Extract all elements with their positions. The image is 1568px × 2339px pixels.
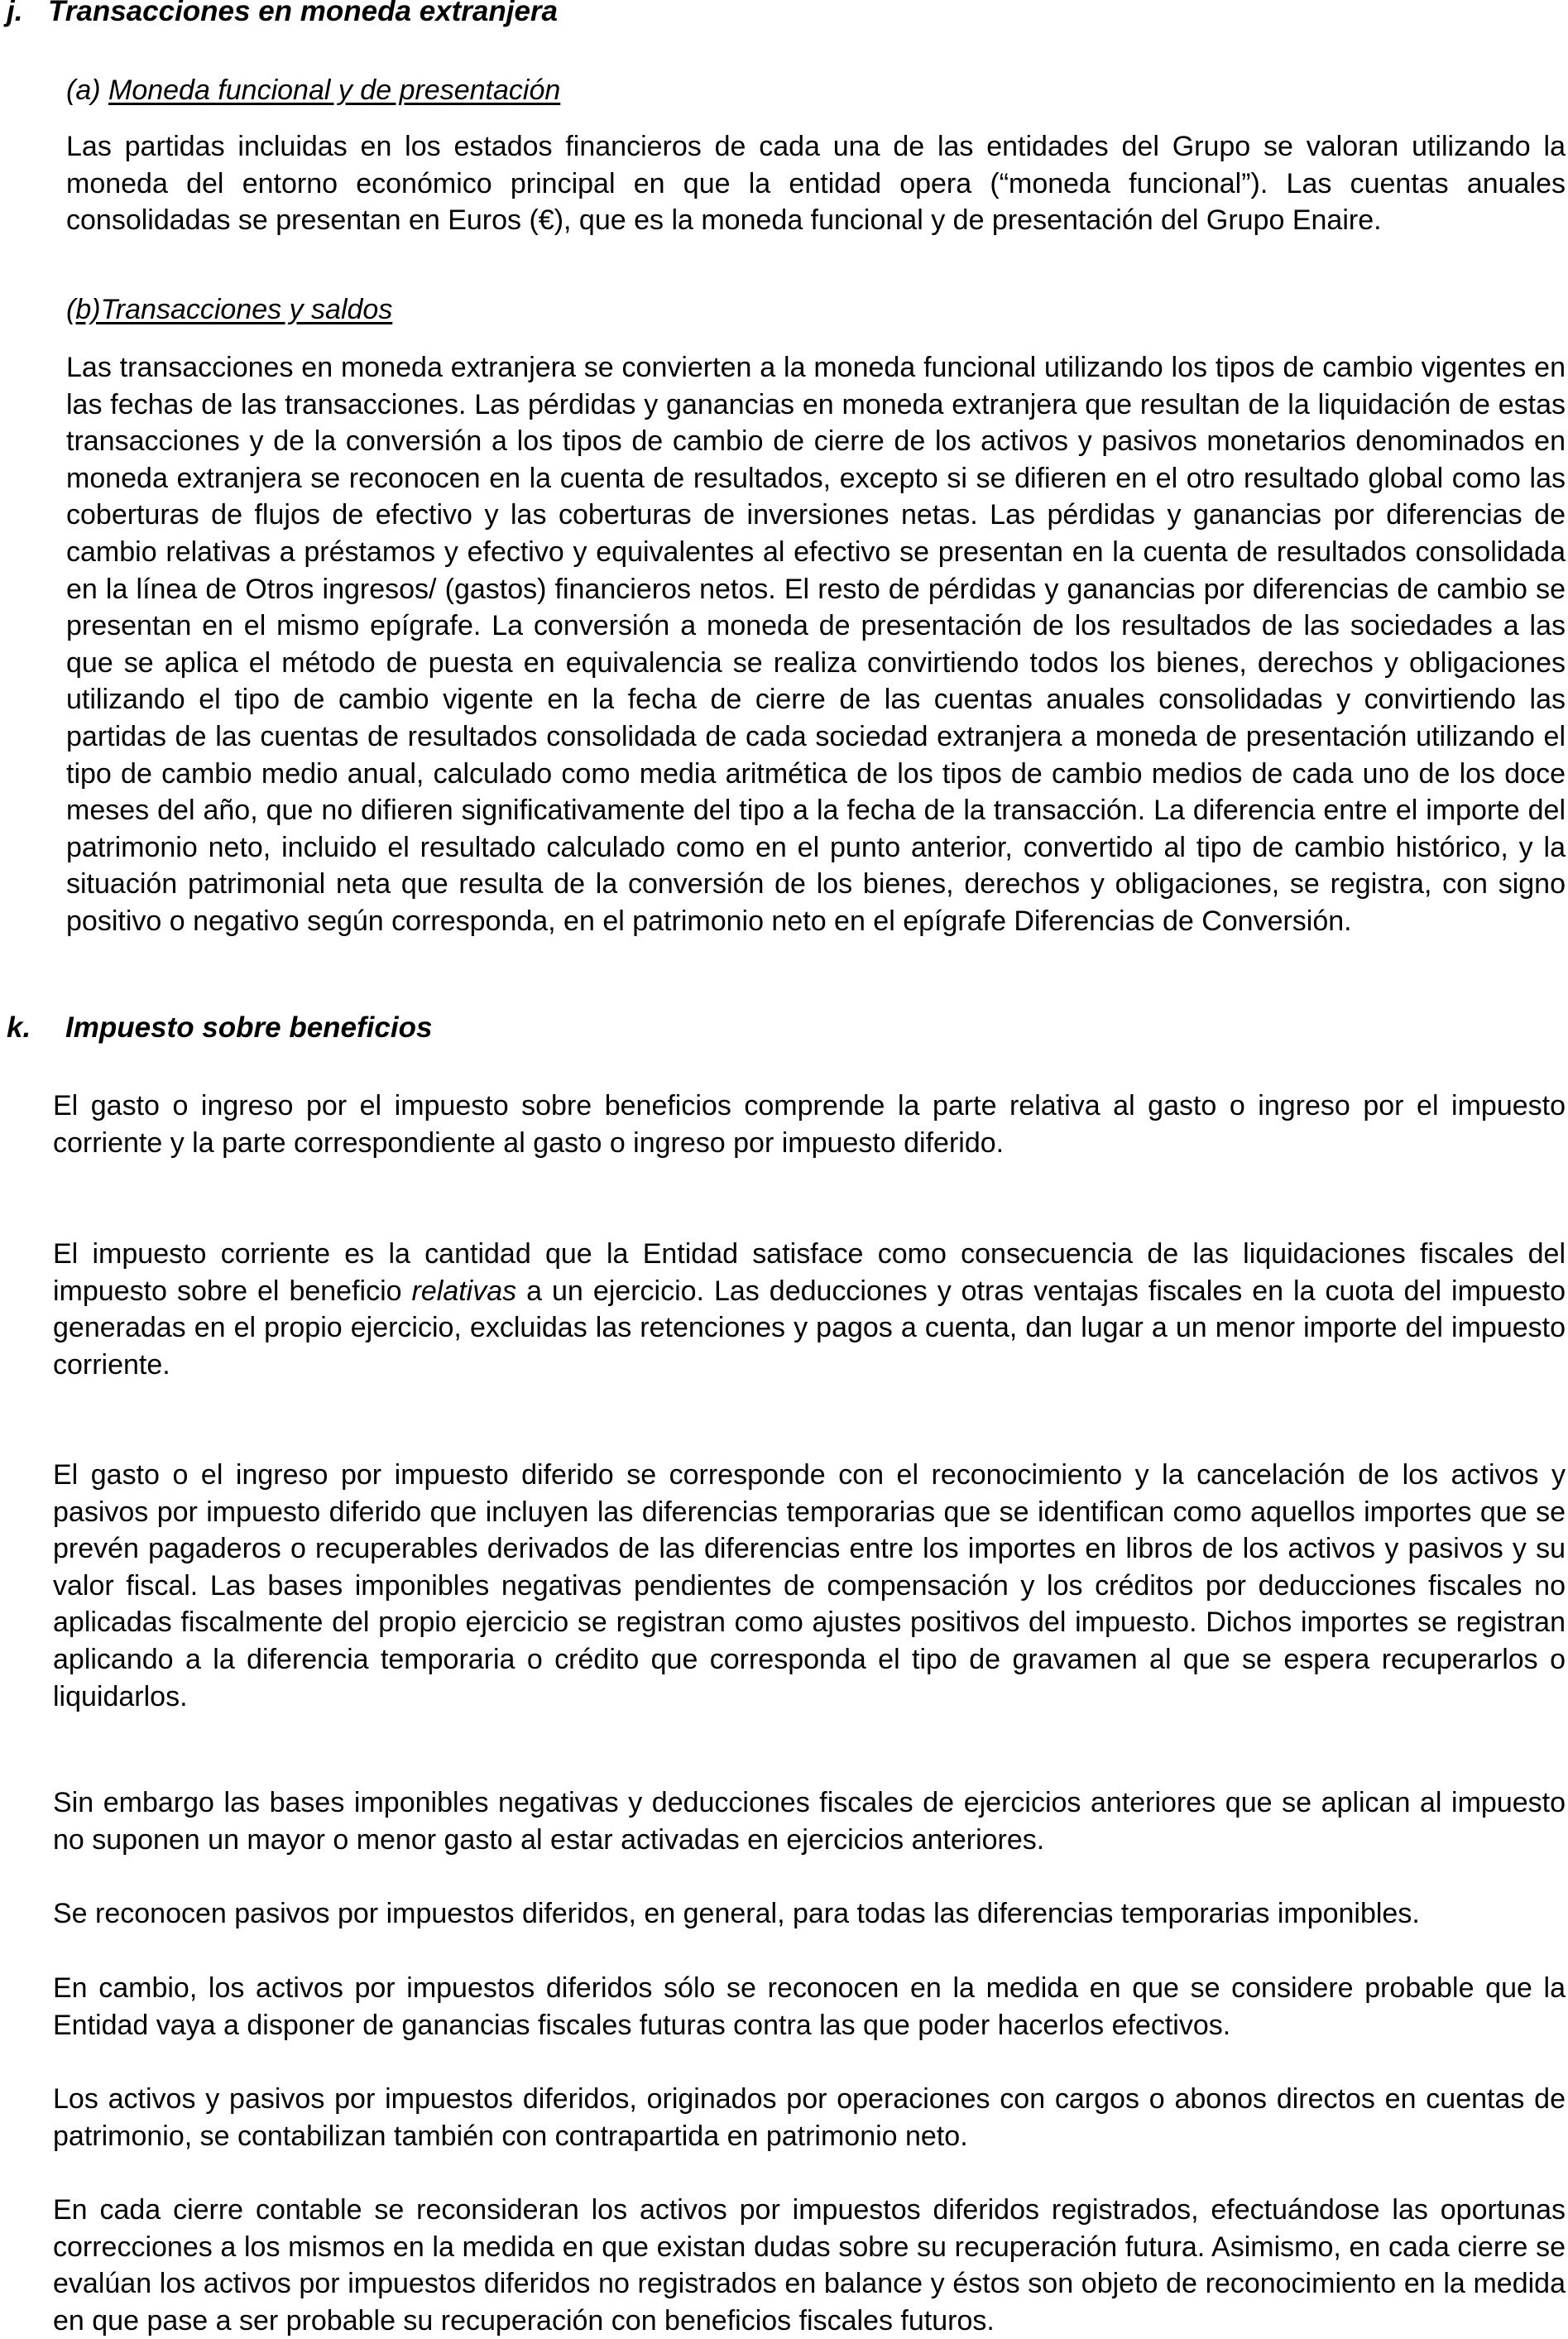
subsection-b-marker: (b) [66,294,101,325]
section-k-paragraph-5: Se reconocen pasivos por impuestos diferidos, en general, para todas las diferencias temporarias imponibles. [53,1898,1420,1929]
section-k-paragraph-1: El gasto o ingreso por el impuesto sobre beneficios comprende la parte relativa al gasto o ingreso por el impuesto corriente y la parte correspondiente al gasto o ingreso por impuesto diferido. [53,1090,1566,1159]
subsection-a-heading [66,74,560,107]
section-k-paragraph-8: En cada cierre contable se reconsideran los activos por impuestos diferidos registrados, efectuándose las oportunas correcciones a los mismos en la medida en que existan dudas sobre su recuperación futura. Asimismo, en cada cierre se evalúan los activos por impuestos diferidos no registrados en balance y éstos son objeto de reconocimiento en la medida en que pase a ser probable su recuperación con beneficios fiscales futuros. [53,2194,1566,2337]
subsection-b-heading [66,293,392,326]
section-k-marker: k. [7,1011,31,1044]
section-k-paragraph-2-end: a un ejercicio. Las deducciones y otras ventajas fiscales en la cuota del impuesto generadas en el propio ejercicio, excluidas las retenciones y pagos a cuenta, dan lugar a un menor importe del impuesto corriente. [53,1275,1566,1381]
section-k-paragraph-2 [53,1236,1566,1383]
subsection-a-marker: (a) [66,74,108,106]
section-j-marker: j. [7,0,23,27]
section-k-paragraph-6: En cambio, los activos por impuestos diferidos sólo se reconocen en la medida en que se considere probable que la Entidad vaya a disponer de ganancias fiscales futuras contra las que poder hacerlos efectivos. [53,1972,1566,2041]
subsection-b-title: Transacciones y saldos [100,294,393,325]
subsection-a-paragraph: Las partidas incluidas en los estados financieros de cada una de las entidades del Grupo se valoran utilizando la moneda del entorno económico principal en que la entidad opera (“moneda funcional”). Las cuentas anuales consolidadas se presentan en Euros (€), que es la moneda funcional y de presentación del Grupo Enaire. [66,131,1566,237]
section-k-paragraph-7: Los activos y pasivos por impuestos diferidos, originados por operaciones con cargos o abonos directos en cuentas de patrimonio, se contabilizan también con contrapartida en patrimonio neto. [53,2083,1566,2152]
subsection-b-paragraph: Las transacciones en moneda extranjera se convierten a la moneda funcional utilizando los tipos de cambio vigentes en las fechas de las transacciones. Las pérdidas y ganancias en moneda extranjera que resultan de la liquidación de estas transacciones y de la conversión a los tipos de cambio de cierre de los activos y pasivos monetarios denominados en moneda extranjera se reconocen en la cuenta de resultados, excepto si se difieren en el otro resultado global como las coberturas de flujos de efectivo y las coberturas de inversiones netas. Las pérdidas y ganancias por diferencias de cambio relativas a préstamos y efectivo y equivalentes al efectivo se presentan en la cuenta de resultados consolidada en la línea de Otros ingresos/ (gastos) financieros netos. El resto de pérdidas y ganancias por diferencias de cambio se presentan en el mismo epígrafe. La conversión a moneda de presentación de los resultados de las sociedades a las que se aplica el método de puesta en equivalencia se realiza convirtiendo todos los bienes, derechos y obligaciones utilizando el tipo de cambio vigente en la fecha de cierre de las cuentas anuales consolidadas y convirtiendo las partidas de las cuentas de resultados consolidada de cada sociedad extranjera a moneda de presentación utilizando el tipo de cambio medio anual, calculado como media aritmética de los tipos de cambio medios de cada uno de los doce meses del año, que no difieren significativamente del tipo a la fecha de la transacción. La diferencia entre el importe del patrimonio neto, incluido el resultado calculado como en el punto anterior, convertido al tipo de cambio histórico, y la situación patrimonial neta que resulta de la conversión de los bienes, derechos y obligaciones, se registra, con signo positivo o negativo según corresponda, en el patrimonio neto en el epígrafe Diferencias de Conversión. [66,352,1566,937]
section-k-paragraph-2-start: El impuesto corriente es la cantidad que la Entidad satisface como consecuencia de las liquidaciones fiscales del impuesto sobre el beneficio [53,1238,1566,1307]
section-k-paragraph-3: El gasto o el ingreso por impuesto diferido se corresponde con el reconocimiento y la cancelación de los activos y pasivos por impuesto diferido que incluyen las diferencias temporarias que se identifican como aquellos importes que se prevén pagaderos o recuperables derivados de las diferencias entre los importes en libros de los activos y pasivos y su valor fiscal. Las bases imponibles negativas pendientes de compensación y los créditos por deducciones fiscales no aplicadas fiscalmente del propio ejercicio se registran como ajustes positivos del impuesto. Dichos importes se registran aplicando a la diferencia temporaria o crédito que corresponda el tipo de gravamen al que se espera recuperarlos o liquidarlos. [53,1459,1566,1712]
subsection-a-title: Moneda funcional y de presentación [108,74,561,106]
section-k-title: Impuesto sobre beneficios [65,1011,433,1044]
section-j-title: Transacciones en moneda extranjera [48,0,559,27]
section-j-heading [7,0,558,28]
section-k-heading [7,1011,432,1045]
section-k-paragraph-2-italic: relativas [411,1275,517,1307]
section-k-paragraph-4: Sin embargo las bases imponibles negativas y deducciones fiscales de ejercicios anteriores que se aplican al impuesto no suponen un mayor o menor gasto al estar activadas en ejercicios anteriores. [53,1787,1566,1856]
